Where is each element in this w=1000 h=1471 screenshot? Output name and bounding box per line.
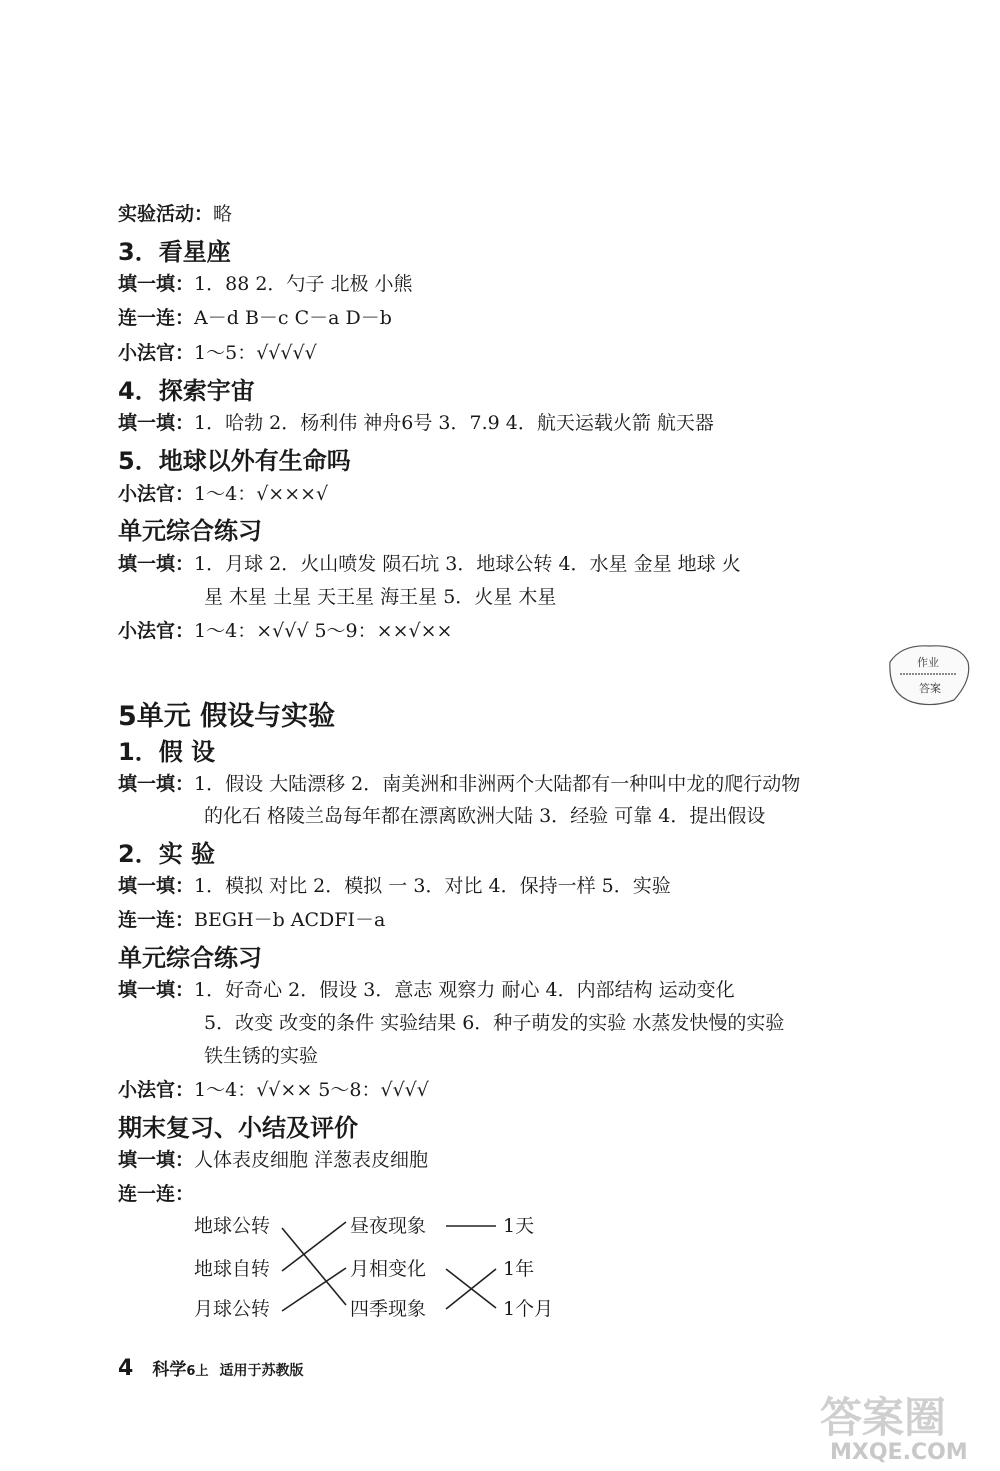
fill-blank-continuation: 的化石 格陵兰岛每年都在漂离欧洲大陆 3．经验 可靠 4．提出假设 (204, 805, 766, 827)
line-answer: 1．月球 2．火山喷发 陨石坑 3．地球公转 4．水星 金星 地球 火 (194, 553, 741, 575)
line-label: 填一填： (118, 773, 195, 795)
homework-stamp (882, 640, 972, 708)
match-left-item: 地球公转 (194, 1215, 271, 1237)
section-heading-life-beyond-earth: 5．地球以外有生命吗 (118, 447, 351, 475)
matching-line (118, 906, 385, 934)
fill-blank-line (118, 770, 800, 798)
match-middle-item: 昼夜现象 (350, 1215, 427, 1237)
match-right-item: 1天 (503, 1215, 535, 1237)
fill-blank-line (118, 550, 741, 578)
line-answer: 1～4：√×××√ (194, 483, 329, 505)
line-answer: 1．88 2．勺子 北极 小熊 (194, 273, 413, 295)
judge-line (118, 339, 317, 367)
fill-blank-line (118, 872, 671, 900)
line-answer: A－d B－c C－a D－b (194, 307, 392, 329)
match-line (282, 1268, 346, 1311)
matching-line (118, 304, 392, 332)
line-label: 填一填： (118, 875, 195, 897)
line-label: 小法官： (118, 1079, 195, 1101)
match-right-item: 1个月 (503, 1298, 554, 1320)
watermark-brand: 答案圈 (820, 1393, 947, 1442)
section-heading-unit-review: 单元综合练习 (118, 944, 262, 972)
section-heading-final-review: 期末复习、小结及评价 (118, 1114, 358, 1142)
match-right-item: 1年 (503, 1258, 535, 1280)
line-label: 小法官： (118, 342, 195, 364)
line-label: 填一填： (118, 1149, 195, 1171)
line-answer: 1～4：√√×× 5～8：√√√√ (194, 1079, 429, 1101)
line-label: 填一填： (118, 273, 195, 295)
matching-line (118, 1180, 194, 1208)
match-left-item: 月球公转 (194, 1298, 271, 1320)
match-line (446, 1269, 496, 1309)
judge-line (118, 480, 328, 508)
line-label: 小法官： (118, 620, 195, 642)
stamp-top-text: 作业 (917, 656, 939, 669)
unit-heading: 5单元 假设与实验 (118, 701, 336, 732)
line-answer: 1．好奇心 2．假设 3．意志 观察力 耐心 4．内部结构 运动变化 (194, 979, 735, 1001)
footer-grade: 6上 (186, 1364, 209, 1379)
watermark-url: MXQE.COM (830, 1440, 968, 1465)
fill-blank-line (118, 409, 714, 437)
section-heading-hypothesis: 1．假 设 (118, 738, 216, 766)
match-middle-item: 月相变化 (350, 1258, 427, 1280)
line-label: 连一连： (118, 909, 195, 931)
section-heading-experiment: 2．实 验 (118, 840, 216, 868)
judge-line (118, 1076, 429, 1104)
line-answer: 1．哈勃 2．杨利伟 神舟6号 3．7.9 4．航天运载火箭 航天器 (194, 412, 714, 434)
line-answer: 1～4：×√√√ 5～9：××√×× (194, 620, 453, 642)
fill-blank-line (118, 1146, 428, 1174)
line-answer: 1．模拟 对比 2．模拟 一 3．对比 4．保持一样 5．实验 (194, 875, 671, 897)
match-line (282, 1228, 346, 1305)
stamp-bottom-text: 答案 (919, 682, 941, 695)
footer-subject: 科学 (152, 1360, 187, 1380)
experiment-activity-line (118, 200, 232, 228)
line-answer: 1．假设 大陆漂移 2．南美洲和非洲两个大陆都有一种叫中龙的爬行动物 (194, 773, 801, 795)
fill-blank-continuation: 铁生锈的实验 (204, 1045, 319, 1067)
match-left-item: 地球自转 (194, 1258, 271, 1280)
fill-blank-line (118, 976, 735, 1004)
footer-edition: 适用于苏教版 (219, 1363, 304, 1379)
line-label: 连一连： (118, 1183, 195, 1205)
line-label: 填一填： (118, 412, 195, 434)
match-middle-item: 四季现象 (350, 1298, 427, 1320)
section-heading-constellations: 3．看星座 (118, 238, 231, 266)
line-answer: BEGH－b ACDFI－a (194, 909, 386, 931)
page-footer (118, 1355, 304, 1381)
line-answer: 略 (213, 203, 233, 225)
page-number: 4 (118, 1356, 134, 1381)
line-answer: 人体表皮细胞 洋葱表皮细胞 (194, 1149, 429, 1171)
line-label: 小法官： (118, 483, 195, 505)
fill-blank-continuation: 5．改变 改变的条件 实验结果 6．种子萌发的实验 水蒸发快慢的实验 (204, 1012, 785, 1034)
line-label: 连一连： (118, 307, 195, 329)
line-label: 填一填： (118, 979, 195, 1001)
match-line (282, 1222, 346, 1271)
match-line (446, 1269, 496, 1308)
line-answer: 1～5：√√√√√ (194, 342, 317, 364)
fill-blank-continuation: 星 木星 土星 天王星 海王星 5．火星 木星 (204, 586, 557, 608)
judge-line (118, 617, 452, 645)
line-label: 填一填： (118, 553, 195, 575)
section-heading-explore-universe: 4．探索宇宙 (118, 377, 255, 405)
section-heading-unit-review: 单元综合练习 (118, 517, 262, 545)
line-label: 实验活动： (118, 203, 214, 225)
fill-blank-line (118, 270, 413, 298)
